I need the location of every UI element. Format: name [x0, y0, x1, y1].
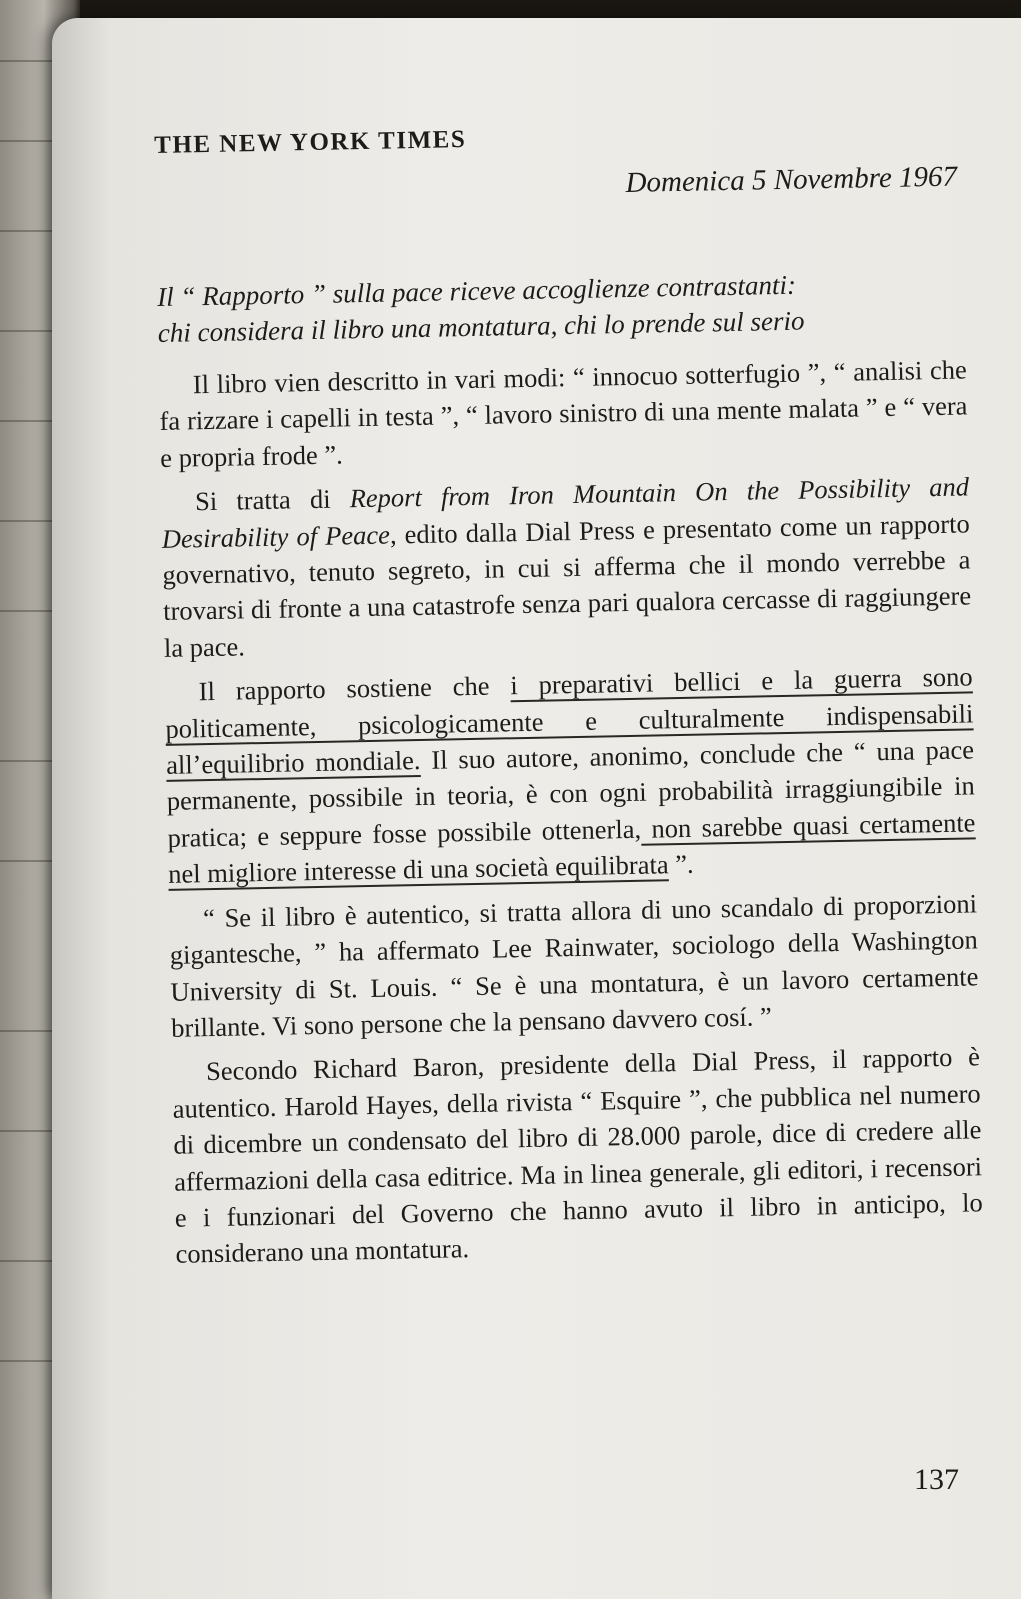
- page-content: [154, 116, 984, 1280]
- book-title: Report from Iron Mountain On the Possibility and Desirability of Peace: [161, 471, 970, 554]
- article-date: Domenica 5 Novembre 1967: [625, 160, 958, 199]
- paragraph-1: Il libro vien descritto in vari modi: “ innocuo sotterfugio ”, “ analisi che fa rizzare i capelli in testa ”, “ lavoro sinistro di una mente malata ” e “ vera e propria frode ”.: [159, 354, 968, 473]
- article-subtitle: [157, 263, 966, 350]
- paragraph-3-middle: Il suo autore, anonimo, conclude che “ una pace permanente, possibile in teoria, è con ogni probabilità irraggiungibile in pratica; e seppure fosse possibile ottenerla,: [166, 734, 975, 853]
- newspaper-name: THE NEW YORK TIMES: [154, 126, 467, 159]
- subtitle-line-1: Il “ Rapporto ” sulla pace riceve accoglienze contrastanti:: [156, 269, 797, 312]
- paragraph-3: [164, 659, 976, 893]
- article-body: [159, 351, 984, 1272]
- paragraph-4: “ Se il libro è autentico, si tratta allora di uno scandalo di proporzioni gigantesche, ” ha affermato Lee Rainwater, sociologo della Washington University di St. Louis. “ Se è una montatura, è un lavoro certamente brillante. Vi sono persone che la pensano davvero cosí. ”: [169, 888, 979, 1043]
- book-page: [52, 18, 1021, 1599]
- paragraph-2: [161, 469, 972, 667]
- paragraph-3-intro: Il rapporto sostiene che: [198, 670, 511, 707]
- underlined-passage-1: i preparativi bellici e la guerra sono politicamente, psicologicamente e culturalmente indispensabili all’equilibrio mondiale.: [165, 661, 974, 780]
- subtitle-line-2: chi considera il libro una montatura, chi lo prende sul serio: [157, 305, 805, 348]
- underlined-passage-2: non sarebbe quasi certamente nel migliore interesse di una società equilibrata: [167, 807, 976, 890]
- page-number: 137: [914, 1463, 959, 1496]
- paragraph-2-intro: Si tratta di: [194, 483, 350, 517]
- paragraph-2-rest: , edito dalla Dial Press e presentato come un rapporto governativo, tenuto segreto, in cui si afferma che il mondo verrebbe a trovarsi di fronte a una catastrofe senza pari qualora cercasse di raggiungere la pace.: [162, 508, 972, 663]
- paragraph-3-end: ”.: [668, 849, 694, 880]
- paragraph-5: Secondo Richard Baron, presidente della Dial Press, il rapporto è autentico. Harold Hayes, della rivista “ Esquire ”, che pubblica nel numero di dicembre un condensato del libro di 28.000 parole, dice di credere alle affermazioni della casa editrice. Ma in linea generale, gli editori, i recensori e i funzionari del Governo che hanno avuto il libro in anticipo, lo considerano una montatura.: [172, 1041, 983, 1270]
